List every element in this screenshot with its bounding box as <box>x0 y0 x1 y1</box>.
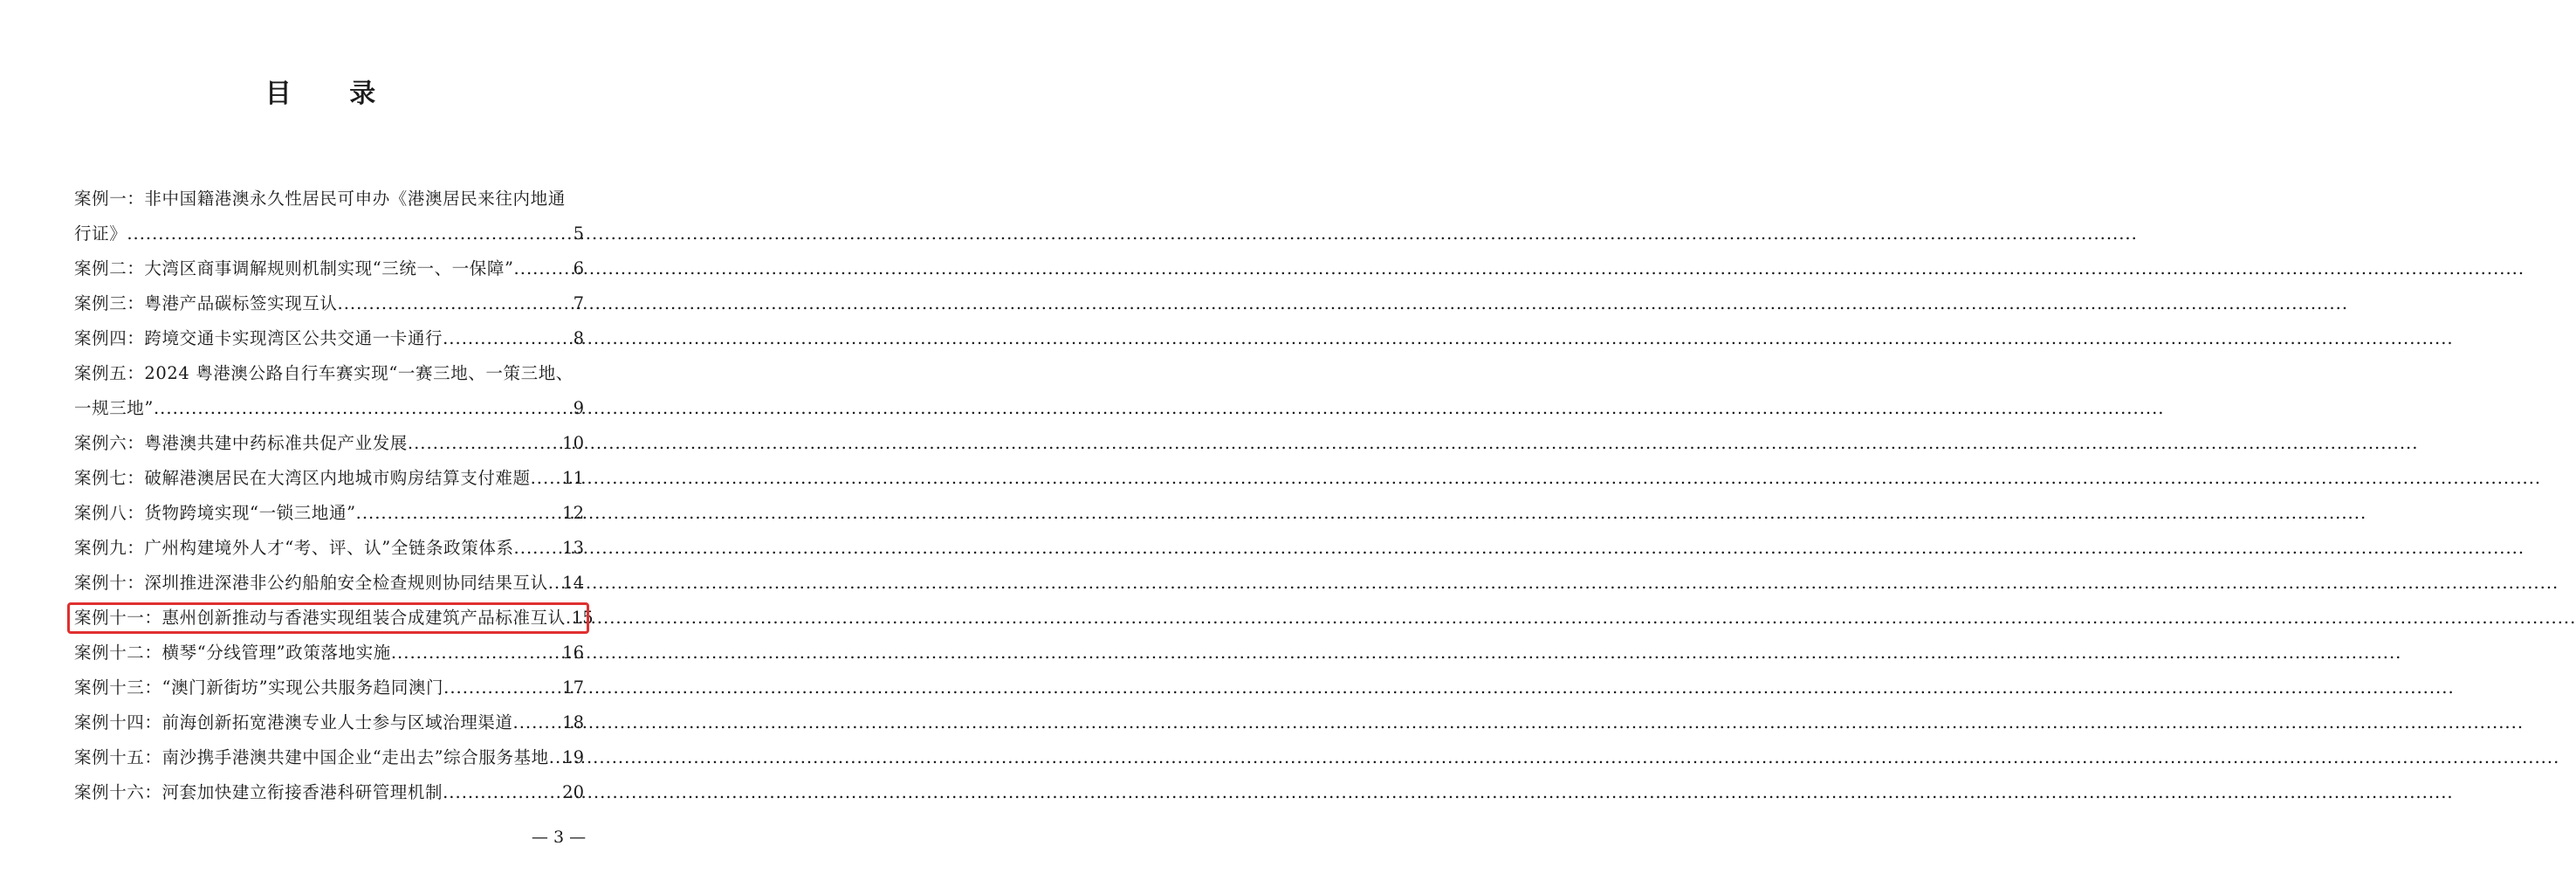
toc-page-number: 6 <box>573 258 584 278</box>
toc-page-number: 8 <box>573 328 584 348</box>
toc-entry-text: 案例十二：横琴“分线管理”政策落地实施 <box>74 643 391 663</box>
toc-entry-9[interactable] <box>74 531 584 566</box>
toc-page-number: 20 <box>562 782 584 802</box>
toc-entry-15[interactable] <box>74 740 584 775</box>
toc-entry-6[interactable] <box>74 426 584 461</box>
toc-entry-text: 案例六：粤港澳共建中药标准共促产业发展 <box>74 433 408 453</box>
toc-page-number: 19 <box>562 747 584 767</box>
toc-leader-dots <box>154 391 573 426</box>
toc-entry-7[interactable] <box>74 461 584 496</box>
toc-leader-dots <box>531 461 562 496</box>
toc-page-number: 10 <box>562 433 584 453</box>
toc-entry-text: 案例十四：前海创新拓宽港澳专业人士参与区域治理渠道 <box>74 712 513 732</box>
toc-page-number: 5 <box>573 223 584 244</box>
toc-entry-text: 行证》 <box>74 223 127 244</box>
toc-entry-5[interactable] <box>74 356 584 426</box>
toc-entry-text: 案例三：粤港产品碳标签实现互认 <box>74 293 338 313</box>
toc-entry-text: 案例八：货物跨境实现“一锁三地通” <box>74 503 356 523</box>
toc-page-number: 15 <box>571 608 594 628</box>
page-title: 目 录 <box>264 79 401 109</box>
toc-entry-10[interactable] <box>74 566 584 601</box>
toc-leader-dots <box>127 217 572 251</box>
toc-leader-dots <box>408 426 561 461</box>
toc-entry-1[interactable] <box>74 182 584 251</box>
toc-leader-dots <box>514 531 562 566</box>
toc-leader-dots <box>443 775 561 810</box>
toc-entry-11[interactable] <box>74 601 594 636</box>
toc-page-number: 9 <box>573 398 584 418</box>
toc-leader-dots <box>338 286 573 321</box>
table-of-contents <box>74 182 594 810</box>
toc-page-number: 16 <box>562 643 584 663</box>
toc-entry-text: 案例十五：南沙携手港澳共建中国企业“走出去”综合服务基地 <box>74 747 549 767</box>
toc-entry-text: 案例十六：河套加快建立衔接香港科研管理机制 <box>74 782 443 802</box>
toc-leader-dots <box>443 670 561 705</box>
toc-page-number: 13 <box>562 538 584 558</box>
toc-leader-dots <box>548 566 561 601</box>
toc-entry-text: 案例十：深圳推进深港非公约船舶安全检查规则协同结果互认 <box>74 573 548 593</box>
toc-entry-text: 案例四：跨境交通卡实现湾区公共交通一卡通行 <box>74 328 443 348</box>
toc-entry-text: 案例七：破解港澳居民在大湾区内地城市购房结算支付难题 <box>74 468 531 488</box>
toc-entry-8[interactable] <box>74 496 584 531</box>
toc-entry-text-line1: 案例一：非中国籍港澳永久性居民可申办《港澳居民来往内地通 <box>74 189 566 209</box>
toc-entry-text: 案例二：大湾区商事调解规则机制实现“三统一、一保障” <box>74 258 514 278</box>
toc-entry-16[interactable] <box>74 775 584 810</box>
toc-page-number: 11 <box>562 468 584 488</box>
toc-leader-dots <box>356 496 562 531</box>
toc-entry-text: 案例十三：“澳门新街坊”实现公共服务趋同澳门 <box>74 677 444 698</box>
toc-leader-dots <box>391 636 561 670</box>
toc-entry-text: 案例九：广州构建境外人才“考、评、认”全链条政策体系 <box>74 538 514 558</box>
toc-entry-12[interactable] <box>74 636 584 670</box>
toc-page-number: 12 <box>562 503 584 523</box>
toc-page-number: 18 <box>562 712 584 732</box>
toc-entry-13[interactable] <box>74 670 584 705</box>
toc-entry-2[interactable] <box>74 251 584 286</box>
toc-entry-14[interactable] <box>74 705 584 740</box>
page-number: — 3 — <box>531 828 587 847</box>
toc-leader-dots <box>549 740 561 775</box>
toc-leader-dots <box>513 705 562 740</box>
toc-leader-dots <box>514 251 573 286</box>
toc-page-number: 7 <box>573 293 584 313</box>
toc-entry-text: 一规三地” <box>74 398 154 418</box>
toc-entry-text: 案例十一：惠州创新推动与香港实现组装合成建筑产品标准互认 <box>74 608 566 628</box>
toc-leader-dots <box>443 321 572 356</box>
toc-entry-4[interactable] <box>74 321 584 356</box>
toc-entry-3[interactable] <box>74 286 584 321</box>
toc-entry-text-line1: 案例五：2024 粤港澳公路自行车赛实现“一赛三地、一策三地、 <box>74 363 574 383</box>
toc-page-number: 14 <box>562 573 584 593</box>
toc-page-number: 17 <box>562 677 584 698</box>
